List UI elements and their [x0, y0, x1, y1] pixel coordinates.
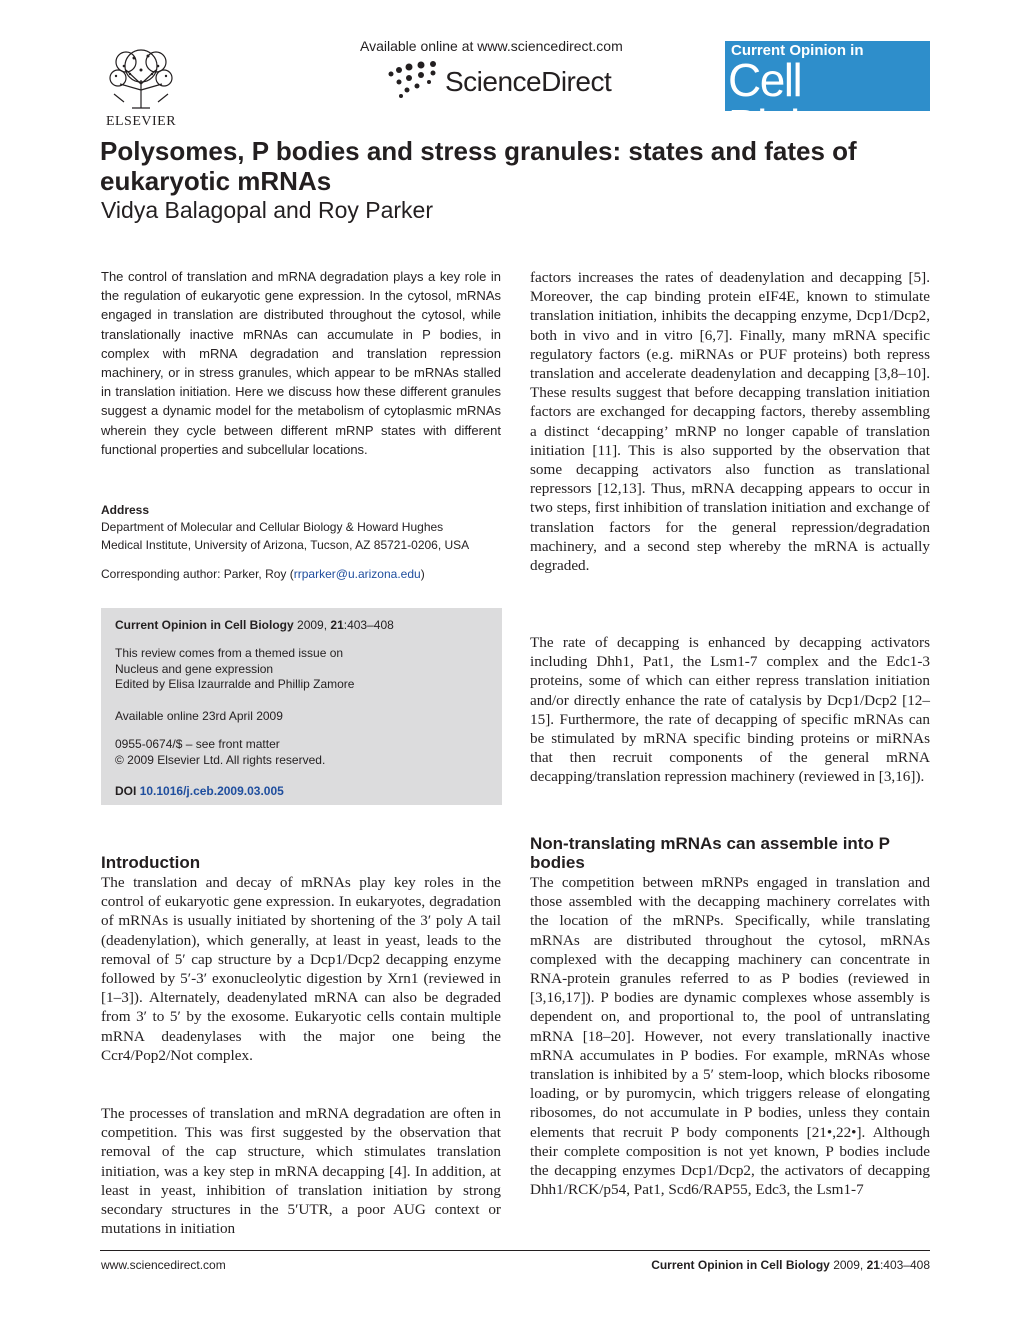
introduction-heading: Introduction: [101, 853, 201, 872]
right-paragraph-2: The rate of decapping is enhanced by decapping activators including Dhh1, Pat1, the Lsm1-7 complex and the Edc1-3 proteins, some of which can either repress translation initiation and/or directly enhance the rate of catalysis by Dcp1/Dcp2 [12–15]. Furthermore, the rate of decapping of specific mRNAs can be stimulated by mRNA specific binding proteins or miRNAs that then recruit components of the general mRNA decapping/translation repression machinery (reviewed in [3,16]).: [530, 634, 930, 786]
intro-paragraph-1: The translation and decay of mRNAs play key roles in the control of eukaryotic gene expression. In eukaryotes, degradation of mRNAs is usually initiated by shortening of the 3′ poly A tail (deadenylation), which generally, at least in yeast, leads to the removal of 5′ cap structure by a Dcp1/Dcp2 decapping enzyme followed by 5′-3′ exonucleolytic digestion by Xrn1 (reviewed in [1–3]). Alternately, deadenylated mRNA can also be degraded from 3′ to 5′ by the exosome. Eukaryotic cells contain multiple mRNA deadenylases with the major one being the Ccr4/Pop2/Not complex.: [101, 874, 501, 1064]
intro-paragraph-2: The processes of translation and mRNA degradation are often in competition. This was first suggested by the observation that removal of the cap structure, which stimulates translation initiation, was a key step in mRNA decapping [4]. In addition, at least in yeast, inhibition of translation initiation by strong secondary structures in the 5′UTR, a poor AUG context or mutations in initiation: [101, 1105, 501, 1238]
abstract: The control of translation and mRNA degradation plays a key role in the regulation of eukaryotic gene expression. In the cytosol, mRNAs engaged in translation are distributed throughout the cytosol, while translationally inactive mRNAs can accumulate in P bodies, in complex with mRNA degradation and translation repression machinery, or in stress granules, which appear to be mRNAs stalled in translation initiation. Here we discuss how these different granules suggest a dynamic model for the metabolism of cytoplasmic mRNAs wherein they cycle between different mRNP states with different functional properties and subcellular locations.: [101, 269, 501, 457]
infobox-themed-1: This review comes from a themed issue on: [115, 646, 344, 660]
right-paragraph-1: factors increases the rates of deadenylation and decapping [5]. Moreover, the cap binding protein eIF4E, known to stimulate translation initiation, inhibits the decapping enzyme, Dcp1/Dcp2, both in vivo and in vitro [6,7]. Finally, many mRNA specific regulatory factors (e.g. miRNAs or PUF proteins) both repress translation and accelerate deadenylation and decapping [3,8–10]. These results suggest that before decapping translation initiation factors are exchanged for decapping factors, thereby assembling a distinct ‘decapping’ mRNP no longer capable of translation initiation [11]. This is also supported by the observation that some decapping activators also function as translational repressors [12,13]. Thus, mRNA decapping appears to occur in two steps, first inhibition of translation initiation and exchange of translation factors for the general repression/degradation machinery, and a second step whereby the mRNA is actually degraded.: [530, 269, 930, 575]
address-label: Address: [101, 503, 150, 517]
address-block: [101, 503, 501, 583]
footer-rule: [100, 1250, 930, 1251]
journal-badge-main: Cell Biology: [728, 54, 869, 152]
right-paragraph-3: The competition between mRNPs engaged in translation and those assembled with the decapping machinery correlates with the location of the mRNPs. Specifically, while translating mRNAs are distributed throughout the cytosol, mRNAs complexed with the decapping machinery can concentrate in RNA-protein granules referred to as P bodies (reviewed in [3,16,17]). P bodies are dynamic complexes whose assembly is dependent on, and proportional to, the pool of untranslating mRNA [18–20]. However, not every translationally inactive mRNA accumulates in P bodies. For example, mRNAs whose translation is inhibited by a 5′ stem-loop, which blocks ribosome loading, or by puromycin, which triggers release of elongating ribosomes, do not accumulate in P bodies, unless they contain elements that recruit P body components [21•,22•]. Although their complete composition is not yet known, P bodies include the decapping enzymes Dcp1/Dcp2, the activators of decapping Dhh1/RCK/p54, Pat1, Scd6/RAP55, Edc3, the Lsm1-7: [530, 874, 930, 1199]
sciencedirect-dots-icon: [385, 60, 445, 100]
sciencedirect-logo: [385, 58, 645, 102]
corresponding-suffix: ): [420, 567, 425, 581]
publisher-name: ELSEVIER: [105, 114, 177, 129]
infobox-pages: :403–408: [343, 618, 394, 632]
footer-year: 2009,: [833, 1258, 864, 1272]
available-online-text: Available online at www.sciencedirect.com: [360, 38, 623, 54]
footer-journal: Current Opinion in Cell Biology: [651, 1258, 830, 1272]
corresponding-author: [101, 565, 501, 583]
address-line-2: Medical Institute, University of Arizona, Tucson, AZ 85721-0206, USA: [101, 538, 470, 552]
infobox-year: 2009,: [297, 618, 328, 632]
footer-website[interactable]: www.sciencedirect.com: [101, 1258, 226, 1272]
infobox-themed-2: Nucleus and gene expression: [115, 662, 274, 676]
address-line-1: Department of Molecular and Cellular Biology & Howard Hughes: [101, 520, 444, 534]
corresponding-email-link[interactable]: rrparker@u.arizona.edu: [293, 567, 421, 581]
non-translating-heading: Non-translating mRNAs can assemble into P bodies: [530, 834, 890, 872]
sciencedirect-name: ScienceDirect: [445, 66, 612, 97]
infobox-issn: 0955-0674/$ – see front matter: [115, 737, 280, 751]
article-title: Polysomes, P bodies and stress granules: states and fates of eukaryotic mRNAs: [100, 136, 857, 196]
elsevier-tree-icon: [104, 44, 178, 110]
elsevier-logo: [100, 44, 182, 128]
infobox-doi-label: DOI: [115, 784, 137, 798]
infobox-volume: 21: [330, 618, 344, 632]
infobox-edited-by: Edited by Elisa Izaurralde and Phillip Zamore: [115, 677, 355, 691]
footer-pages: :403–408: [879, 1258, 930, 1272]
infobox-doi: [115, 784, 284, 798]
infobox-copyright: © 2009 Elsevier Ltd. All rights reserved.: [115, 753, 326, 767]
journal-badge-top: Current Opinion in: [731, 42, 864, 59]
corresponding-prefix: Corresponding author: Parker, Roy (: [101, 567, 294, 581]
infobox-available: Available online 23rd April 2009: [115, 709, 283, 723]
article-info-box: [101, 608, 502, 805]
footer-citation: [651, 1258, 930, 1272]
journal-badge: [725, 41, 930, 152]
footer-volume: 21: [866, 1258, 880, 1272]
article-authors: Vidya Balagopal and Roy Parker: [101, 197, 434, 223]
infobox-doi-link[interactable]: 10.1016/j.ceb.2009.03.005: [139, 784, 284, 798]
infobox-citation: [115, 618, 394, 632]
infobox-journal: Current Opinion in Cell Biology: [115, 618, 294, 632]
